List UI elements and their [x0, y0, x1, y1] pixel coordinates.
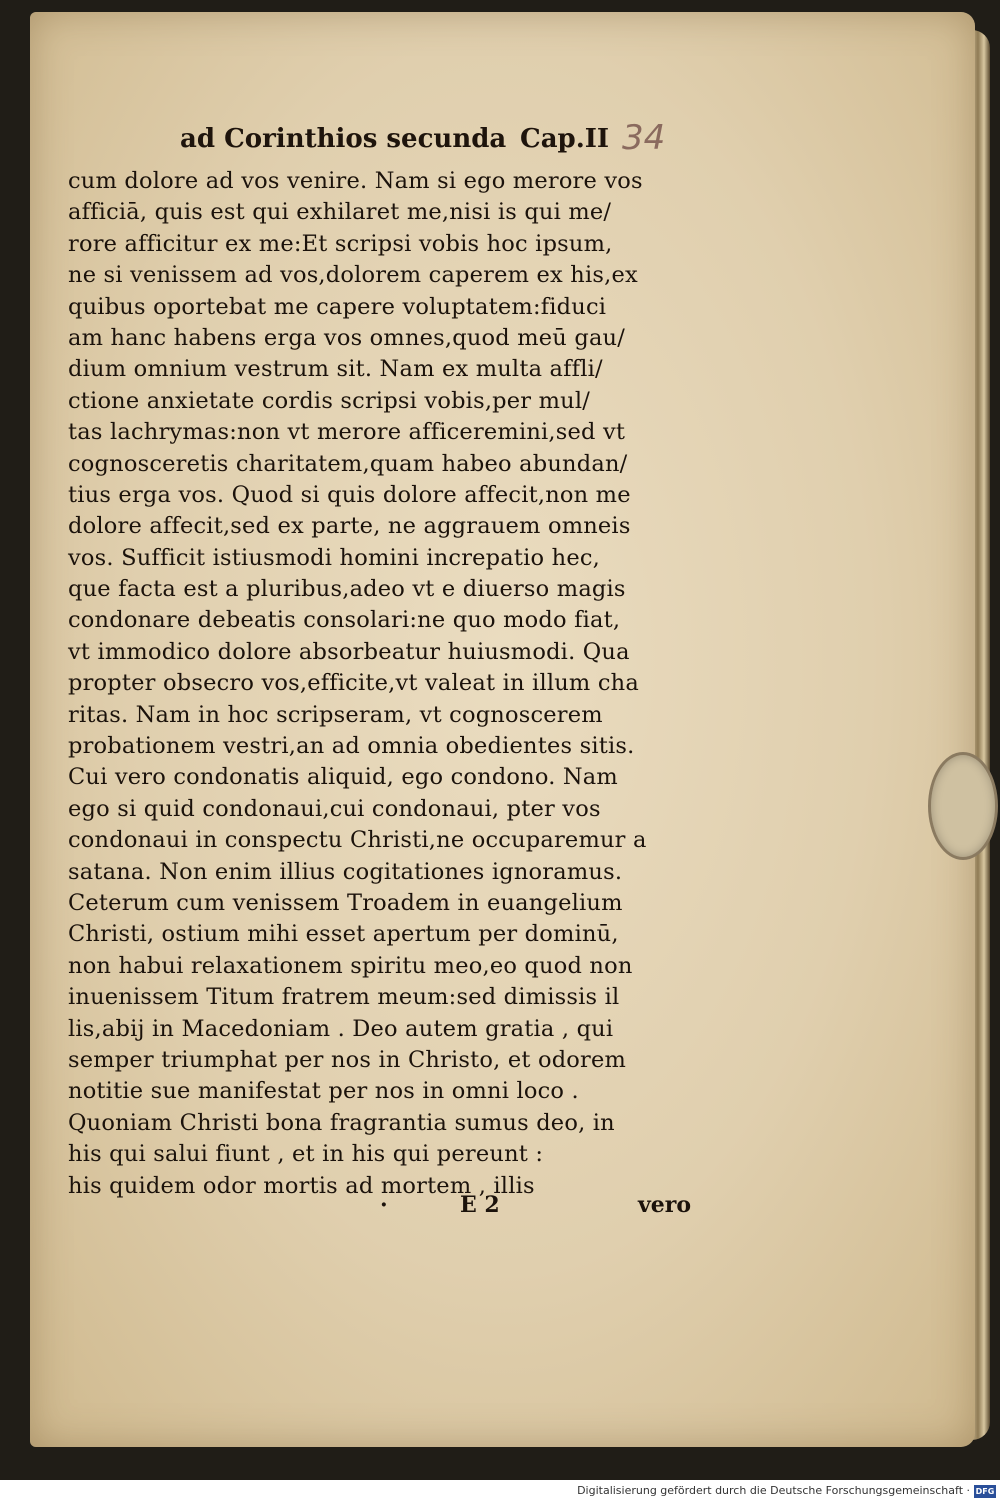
- text-line: Ceterum cum venissem Troadem in euangelium: [68, 889, 623, 916]
- text-line: ego si quid condonaui,cui condonaui, pter vos: [68, 795, 601, 822]
- body-text: [68, 166, 748, 1202]
- text-line: dium omnium vestrum sit. Nam ex multa affli/: [68, 356, 603, 383]
- text-line: notitie sue manifestat per nos in omni loco .: [68, 1078, 579, 1105]
- text-line: tius erga vos. Quod si quis dolore affecit,non me: [68, 481, 631, 508]
- signature-mark: E 2: [460, 1192, 500, 1218]
- running-head: [180, 118, 700, 164]
- text-line: ritas. Nam in hoc scripseram, vt cognoscerem: [68, 701, 603, 728]
- funding-credit: Digitalisierung gefördert durch die Deutsche Forschungsgemeinschaft ·: [577, 1484, 970, 1497]
- text-line: Cui vero condonatis aliquid, ego condono. Nam: [68, 764, 618, 791]
- catchline-dot: ·: [380, 1192, 388, 1218]
- text-line: vos. Sufficit istiusmodi homini increpatio hec,: [68, 544, 600, 571]
- text-line: condonare debeatis consolari:ne quo modo fiat,: [68, 607, 621, 634]
- text-line: Christi, ostium mihi esset apertum per dominū,: [68, 921, 619, 948]
- text-line: lis,abij in Macedoniam . Deo autem gratia , qui: [68, 1015, 614, 1042]
- text-line: dolore affecit,sed ex parte, ne aggrauem omneis: [68, 513, 631, 540]
- text-line: cum dolore ad vos venire. Nam si ego merore vos: [68, 168, 643, 194]
- text-line: que facta est a pluribus,adeo vt e diuerso magis: [68, 576, 626, 603]
- text-line: quibus oportebat me capere voluptatem:fiduci: [68, 293, 607, 320]
- text-line: cognosceretis charitatem,quam habeo abundan/: [68, 450, 628, 477]
- chapter-label: Cap.II: [520, 124, 610, 154]
- dfg-logo: DFG: [975, 1487, 995, 1496]
- text-line: rore afficitur ex me:Et scripsi vobis hoc ipsum,: [68, 230, 613, 257]
- text-line: tas lachrymas:non vt merore afficeremini,sed vt: [68, 419, 626, 446]
- text-line: ctione anxietate cordis scripsi vobis,per mul/: [68, 387, 590, 414]
- text-line: propter obsecro vos,efficite,vt valeat in illum cha: [68, 670, 639, 697]
- text-line: semper triumphat per nos in Christo, et odorem: [68, 1046, 627, 1073]
- text-line: ne si venissem ad vos,dolorem caperem ex his,ex: [68, 262, 638, 289]
- text-line: afficiā, quis est qui exhilaret me,nisi is qui me/: [68, 199, 612, 226]
- text-line: probationem vestri,an ad omnia obedientes sitis.: [68, 733, 635, 760]
- text-line: condonaui in conspectu Christi,ne occuparemur a: [68, 827, 647, 854]
- text-line: inuenissem Titum fratrem meum:sed dimissis il: [68, 984, 620, 1011]
- text-line: his quidem odor mortis ad mortem , illis: [68, 1172, 535, 1199]
- book-clasp: [928, 752, 998, 860]
- text-line: his qui salui fiunt , et in his qui pereunt :: [68, 1141, 544, 1168]
- text-line: vt immodico dolore absorbeatur huiusmodi. Qua: [68, 638, 630, 665]
- text-line: non habui relaxationem spiritu meo,eo quod non: [68, 952, 633, 979]
- catchword: vero: [638, 1192, 692, 1218]
- text-line: satana. Non enim illius cogitationes ignoramus.: [68, 858, 623, 885]
- text-line: am hanc habens erga vos omnes,quod meū gau/: [68, 324, 626, 351]
- running-head-title: ad Corinthios secunda: [180, 124, 507, 154]
- text-line: Quoniam Christi bona fragrantia sumus deo, in: [68, 1109, 615, 1136]
- catchline: [380, 1192, 700, 1226]
- folio-number: 34: [622, 118, 666, 158]
